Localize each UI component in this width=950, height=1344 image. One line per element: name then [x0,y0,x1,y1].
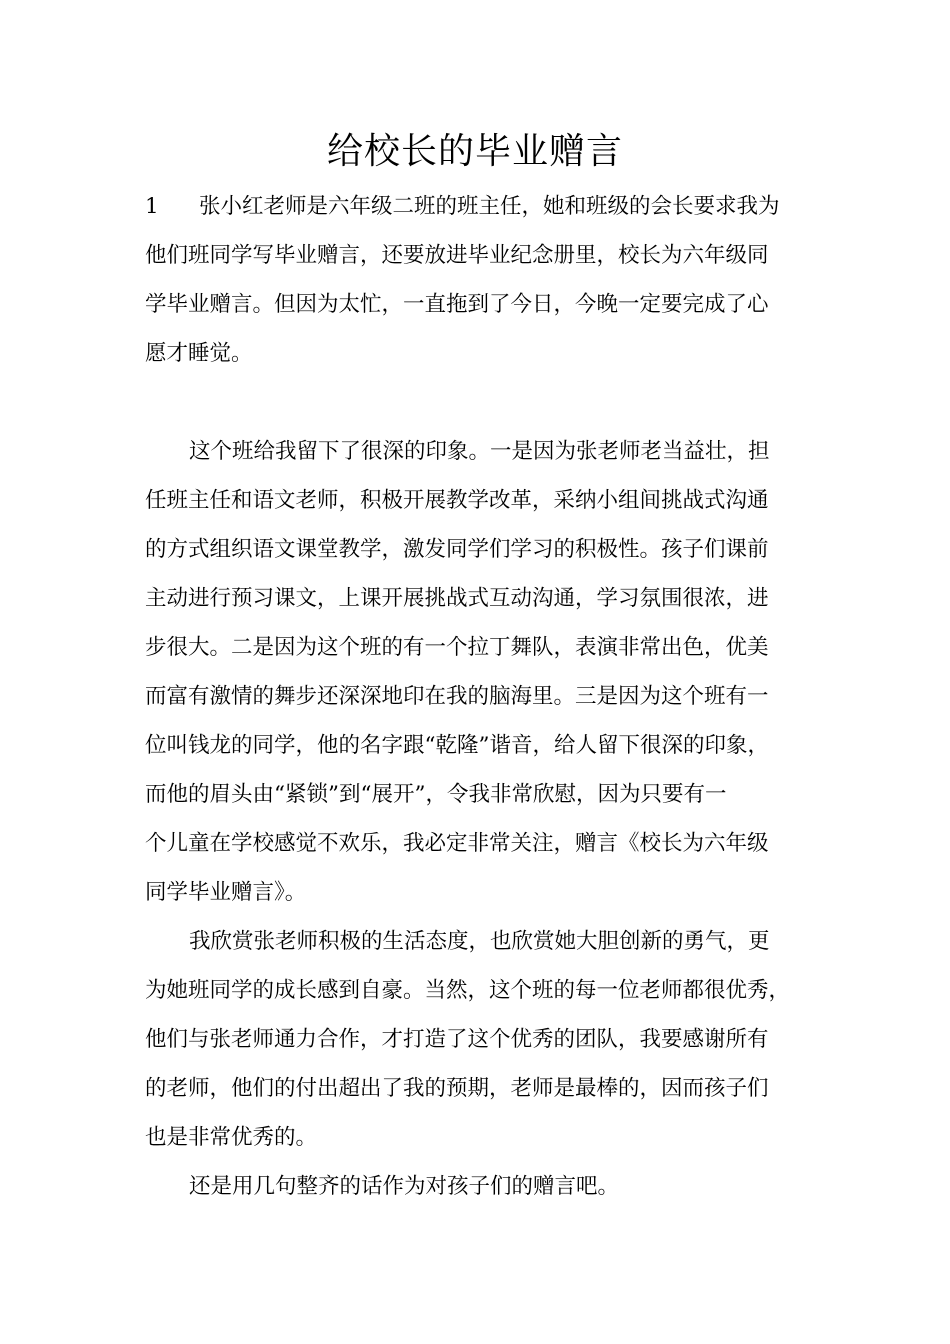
paragraph-2-line-8: 而他的眉头由“紧锁”到“展开”，令我非常欣慰，因为只要有一 [145,782,727,807]
paragraph-4-line-1: 还是用几句整齐的话作为对孩子们的赠言吧。 [189,1174,620,1199]
paragraph-2-line-5: 步很大。二是因为这个班的有一个拉丁舞队，表演非常出色，优美 [145,635,769,660]
paragraph-3-line-1: 我欣赏张老师积极的生活态度，也欣赏她大胆创新的勇气，更 [189,929,770,954]
paragraph-1-line-1 [145,182,835,231]
paragraph-3-line-4: 的老师，他们的付出超出了我的预期，老师是最棒的，因而孩子们 [145,1076,769,1101]
document-body [145,182,835,1211]
paragraph-1-line-4: 愿才睡觉。 [145,341,253,366]
paragraph-number: 1 [145,194,159,219]
document-title: 给校长的毕业赠言 [326,131,623,172]
paragraph-3-line-3: 他们与张老师通力合作，才打造了这个优秀的团队，我要感谢所有 [145,1027,769,1052]
paragraph-2-line-6: 而富有激情的舞步还深深地印在我的脑海里。三是因为这个班有一 [145,684,769,709]
paragraph-3-line-5: 也是非常优秀的。 [145,1125,318,1150]
paragraph-1-line-3: 学毕业赠言。但因为太忙，一直拖到了今日，今晚一定要完成了心 [145,292,769,317]
paragraph-2-line-4: 主动进行预习课文，上课开展挑战式互动沟通，学习氛围很浓，进 [145,586,769,611]
paragraph-text: 张小红老师是六年级二班的班主任，她和班级的会长要求我为 [199,194,780,219]
paragraph-1-line-2: 他们班同学写毕业赠言，还要放进毕业纪念册里，校长为六年级同 [145,243,769,268]
paragraph-gap [145,378,835,427]
paragraph-2-line-7: 位叫钱龙的同学，他的名字跟“乾隆”谐音，给人留下很深的印象， [145,733,769,758]
paragraph-2-line-3: 的方式组织语文课堂教学，激发同学们学习的积极性。孩子们课前 [145,537,769,562]
paragraph-2-line-9: 个儿童在学校感觉不欢乐，我必定非常关注，赠言《校长为六年级 [145,831,769,856]
paragraph-2-line-2: 任班主任和语文老师，积极开展教学改革，采纳小组间挑战式沟通 [145,488,769,513]
paragraph-2-line-1: 这个班给我留下了很深的印象。一是因为张老师老当益壮，担 [189,439,770,464]
paragraph-3-line-2: 为她班同学的成长感到自豪。当然，这个班的每一位老师都很优秀， [145,978,791,1003]
paragraph-2-line-10: 同学毕业赠言》。 [145,880,307,905]
